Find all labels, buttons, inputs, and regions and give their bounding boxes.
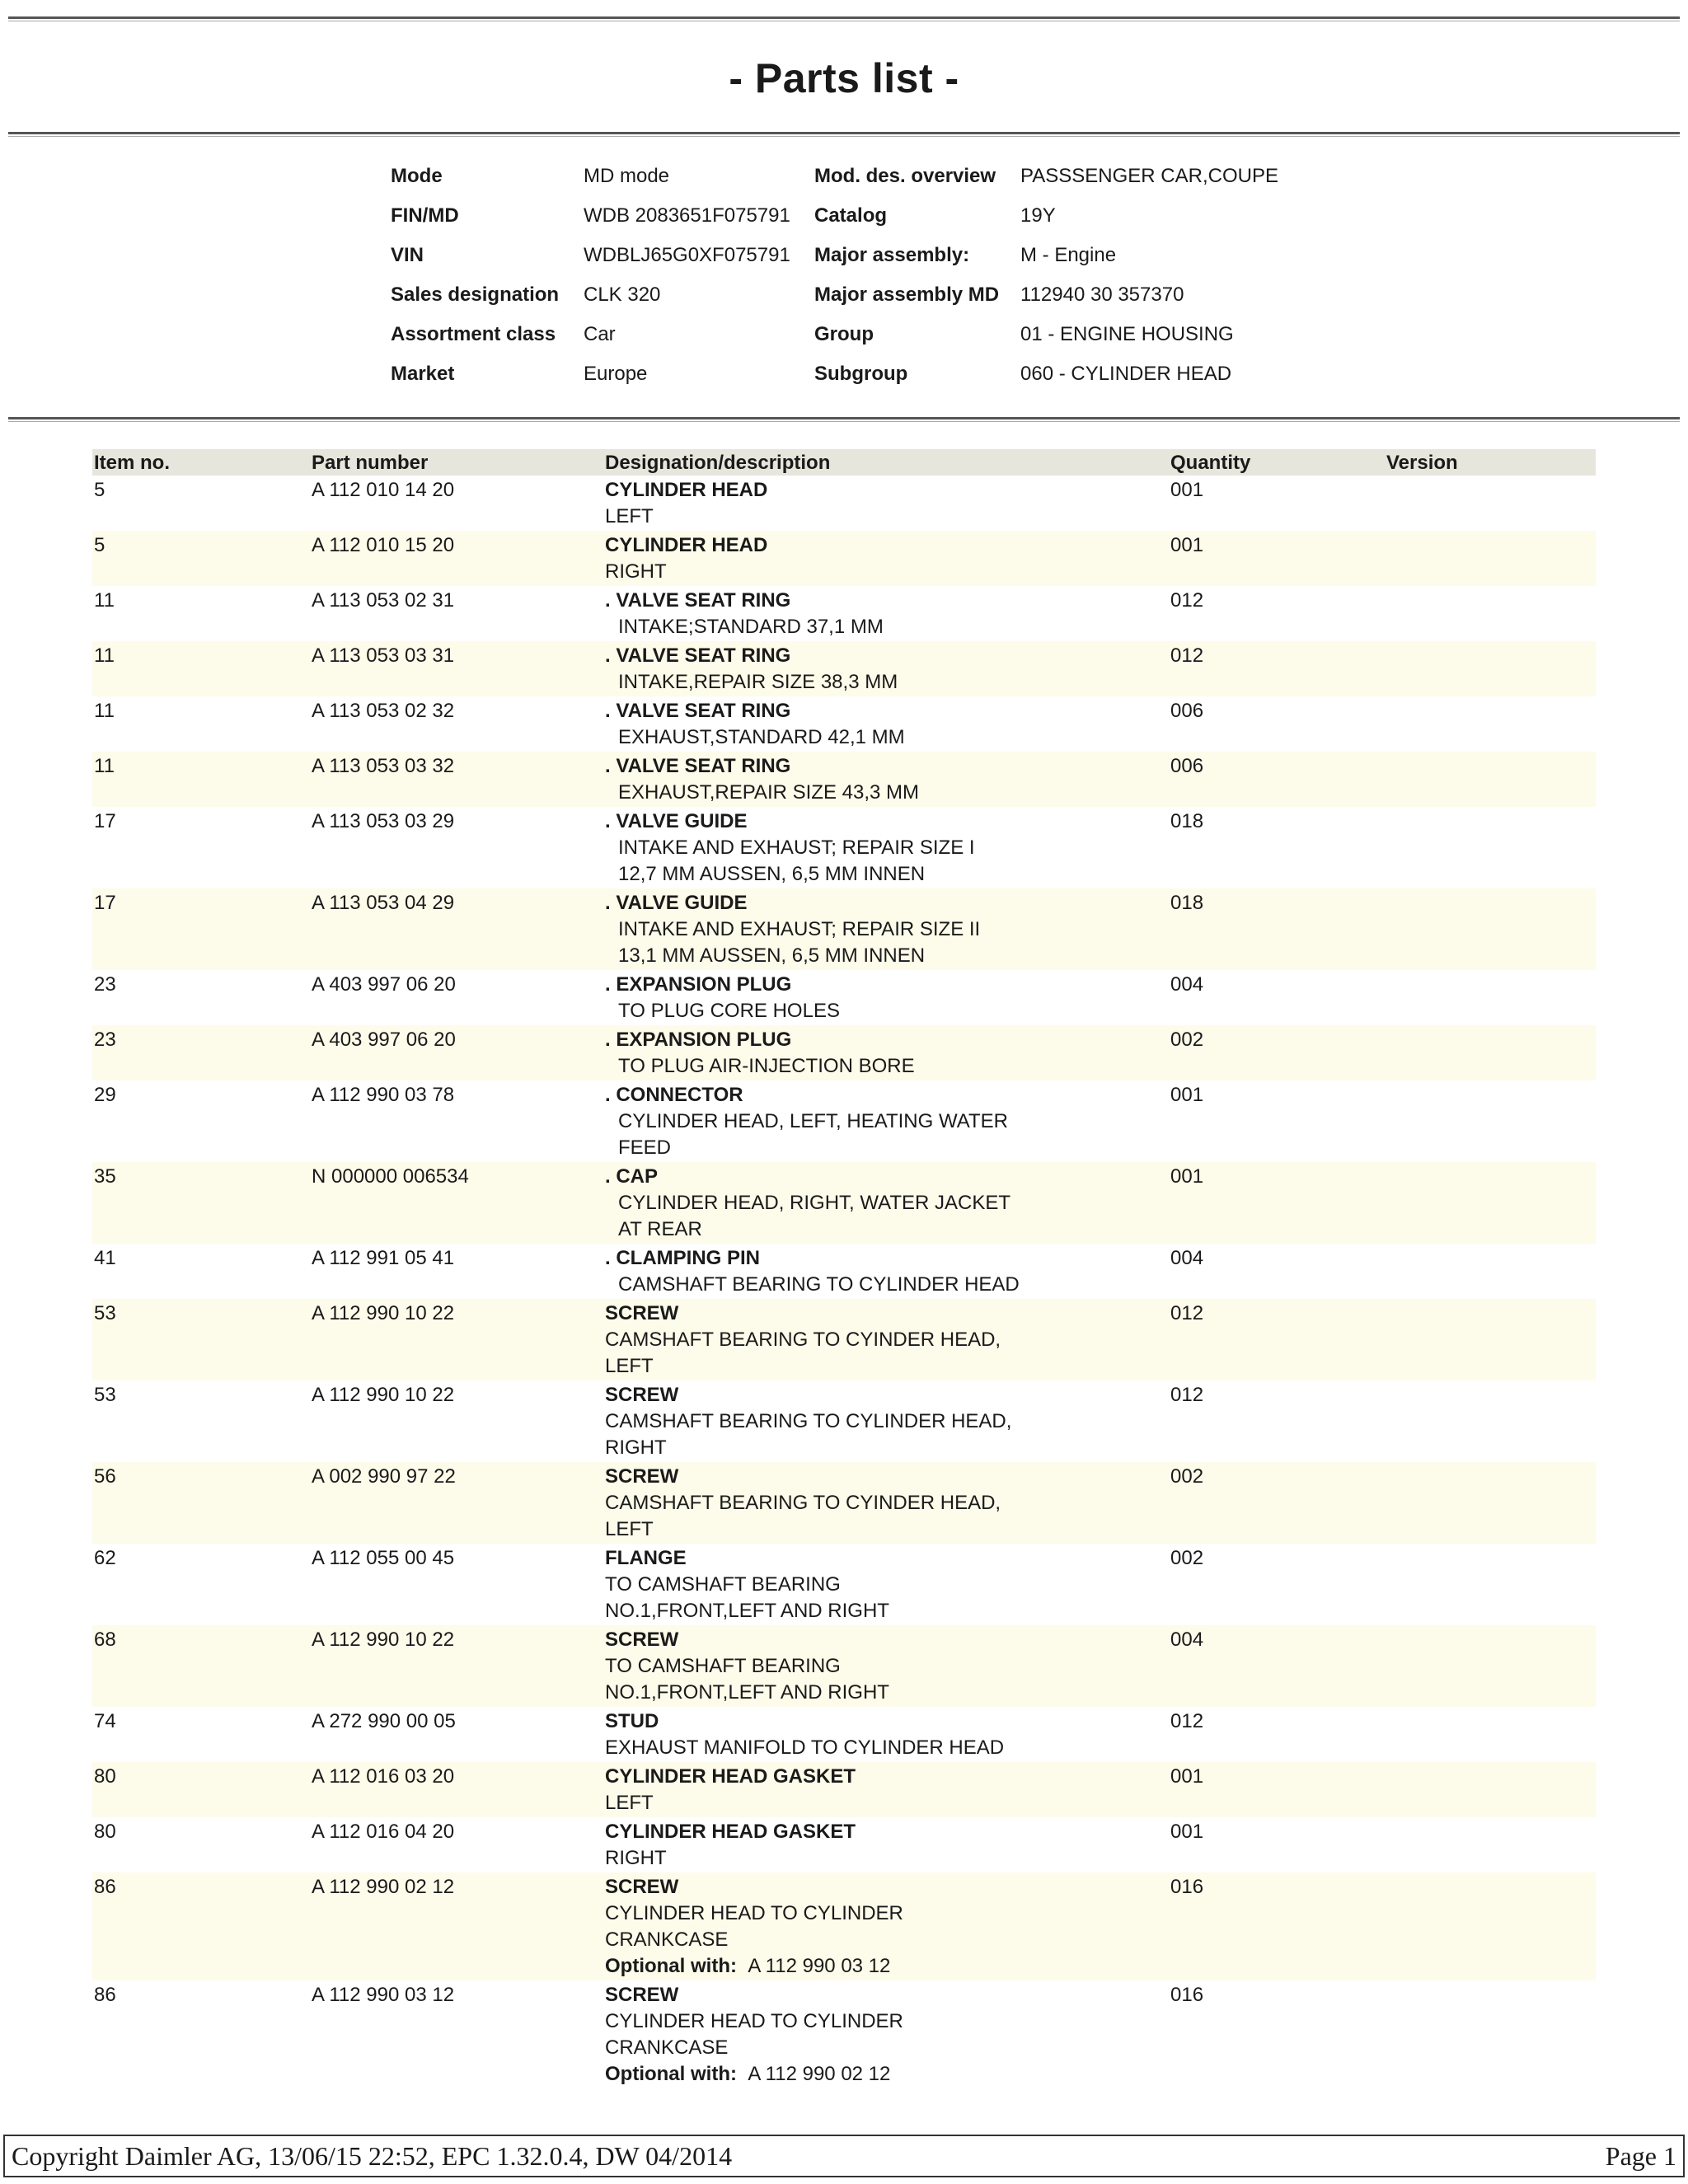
part-number: A 112 990 10 22 — [312, 1629, 455, 1651]
part-description: 12,7 MM AUSSEN, 6,5 MM INNEN — [618, 863, 926, 885]
part-name: SCREW — [605, 1465, 679, 1488]
info-label: Subgroup — [814, 363, 908, 385]
part-description: CYLINDER HEAD TO CYLINDER — [605, 1902, 903, 1924]
item-number: 41 — [94, 1247, 116, 1269]
quantity: 004 — [1170, 973, 1204, 996]
designation-cell — [605, 1708, 1100, 1761]
part-description: RIGHT — [605, 1847, 667, 1869]
quantity: 001 — [1170, 1084, 1204, 1106]
info-value: WDBLJ65G0XF075791 — [584, 244, 790, 266]
quantity: 001 — [1170, 1821, 1204, 1843]
part-description: TO CAMSHAFT BEARING — [605, 1573, 841, 1596]
item-number: 56 — [94, 1465, 116, 1488]
part-description: LEFT — [605, 505, 654, 527]
table-row — [92, 1162, 1596, 1244]
header-version: Version — [1386, 452, 1458, 474]
designation-cell — [605, 477, 1100, 530]
info-value: WDB 2083651F075791 — [584, 204, 790, 227]
info-label: Assortment class — [391, 323, 556, 345]
quantity: 012 — [1170, 1384, 1204, 1406]
part-description: CAMSHAFT BEARING TO CYINDER HEAD, — [605, 1492, 1001, 1514]
header-item-no: Item no. — [94, 452, 171, 474]
info-value: Europe — [584, 363, 648, 385]
part-number: A 002 990 97 22 — [312, 1465, 456, 1488]
part-description: NO.1,FRONT,LEFT AND RIGHT — [605, 1600, 889, 1622]
quantity: 001 — [1170, 1165, 1204, 1188]
item-number: 29 — [94, 1084, 116, 1106]
item-number: 74 — [94, 1710, 116, 1732]
item-number: 17 — [94, 892, 116, 914]
part-number: A 113 053 04 29 — [312, 892, 455, 914]
designation-cell — [605, 588, 1100, 640]
table-row — [92, 1462, 1596, 1544]
designation-cell — [605, 1082, 1100, 1161]
item-number: 86 — [94, 1876, 116, 1898]
part-number: A 112 010 14 20 — [312, 479, 455, 501]
quantity: 001 — [1170, 534, 1204, 556]
info-label: Sales designation — [391, 284, 560, 306]
quantity: 016 — [1170, 1984, 1204, 2006]
designation-cell — [605, 1245, 1100, 1298]
quantity: 002 — [1170, 1465, 1204, 1488]
part-description: LEFT — [605, 1355, 654, 1377]
part-number: A 112 990 03 78 — [312, 1084, 455, 1106]
info-label: FIN/MD — [391, 204, 459, 227]
info-label: Catalog — [814, 204, 888, 227]
designation-cell — [605, 1464, 1100, 1543]
part-name: CYLINDER HEAD GASKET — [605, 1821, 856, 1843]
part-number: A 403 997 06 20 — [312, 1029, 456, 1051]
quantity: 018 — [1170, 810, 1204, 832]
top-rule — [8, 16, 1680, 19]
optional-with — [605, 2061, 1100, 2088]
designation-cell — [605, 643, 1100, 696]
part-description: INTAKE AND EXHAUST; REPAIR SIZE II — [618, 918, 981, 940]
table-row — [92, 476, 1596, 531]
item-number: 11 — [94, 700, 115, 722]
part-description: INTAKE;STANDARD 37,1 MM — [618, 616, 884, 638]
info-label: Group — [814, 323, 874, 345]
part-description: EXHAUST,STANDARD 42,1 MM — [618, 726, 905, 748]
item-number: 80 — [94, 1821, 116, 1843]
part-number: A 112 055 00 45 — [312, 1547, 455, 1569]
designation-cell — [605, 1627, 1100, 1706]
part-description: INTAKE AND EXHAUST; REPAIR SIZE I — [618, 837, 975, 859]
part-description: CAMSHAFT BEARING TO CYINDER HEAD, — [605, 1329, 1001, 1351]
part-name: . VALVE SEAT RING — [605, 700, 791, 722]
part-description: FEED — [618, 1137, 672, 1159]
part-name: . CLAMPING PIN — [605, 1247, 761, 1269]
part-name: SCREW — [605, 1984, 679, 2006]
part-description: 13,1 MM AUSSEN, 6,5 MM INNEN — [618, 944, 926, 967]
part-name: . CONNECTOR — [605, 1084, 743, 1106]
info-value: CLK 320 — [584, 284, 661, 306]
item-number: 53 — [94, 1302, 116, 1324]
part-number: A 112 010 15 20 — [312, 534, 455, 556]
table-row — [92, 1707, 1596, 1762]
part-description: EXHAUST,REPAIR SIZE 43,3 MM — [618, 781, 919, 804]
parts-table — [92, 449, 1596, 2088]
part-number: N 000000 006534 — [312, 1165, 469, 1188]
item-number: 23 — [94, 1029, 116, 1051]
designation-cell — [605, 753, 1100, 806]
item-number: 17 — [94, 810, 116, 832]
part-number: A 403 997 06 20 — [312, 973, 456, 996]
designation-cell — [605, 1819, 1100, 1872]
info-value: 060 - CYLINDER HEAD — [1020, 363, 1232, 385]
header-part-number: Part number — [312, 452, 429, 474]
header-rule — [8, 132, 1680, 134]
table-row — [92, 586, 1596, 641]
quantity: 012 — [1170, 644, 1204, 667]
part-description: CAMSHAFT BEARING TO CYLINDER HEAD, — [605, 1410, 1012, 1432]
part-name: . VALVE GUIDE — [605, 892, 748, 914]
quantity: 001 — [1170, 1765, 1204, 1788]
part-description: TO PLUG CORE HOLES — [618, 1000, 840, 1022]
part-description: INTAKE,REPAIR SIZE 38,3 MM — [618, 671, 898, 693]
item-number: 86 — [94, 1984, 116, 2006]
table-row — [92, 1980, 1596, 2088]
designation-cell — [605, 1982, 1100, 2088]
optional-with — [605, 1953, 1100, 1980]
part-number: A 113 053 02 32 — [312, 700, 455, 722]
part-name: SCREW — [605, 1629, 679, 1651]
quantity: 004 — [1170, 1247, 1204, 1269]
part-description: CYLINDER HEAD TO CYLINDER — [605, 2010, 903, 2032]
part-name: SCREW — [605, 1876, 679, 1898]
part-number: A 112 991 05 41 — [312, 1247, 455, 1269]
part-description: CYLINDER HEAD, RIGHT, WATER JACKET — [618, 1192, 1011, 1214]
part-name: . EXPANSION PLUG — [605, 1029, 792, 1051]
item-number: 11 — [94, 644, 115, 667]
part-number: A 112 990 10 22 — [312, 1302, 455, 1324]
info-value: PASSSENGER CAR,COUPE — [1020, 165, 1278, 187]
part-description: RIGHT — [605, 560, 667, 583]
part-name: CYLINDER HEAD GASKET — [605, 1765, 856, 1788]
info-label: VIN — [391, 244, 424, 266]
quantity: 012 — [1170, 1302, 1204, 1324]
table-row — [92, 1872, 1596, 1980]
designation-cell — [605, 1874, 1100, 1980]
item-number: 80 — [94, 1765, 116, 1788]
table-row — [92, 641, 1596, 696]
part-number: A 113 053 03 31 — [312, 644, 455, 667]
optional-label: Optional with: — [605, 1955, 737, 1977]
table-row — [92, 970, 1596, 1025]
optional-part-number: A 112 990 02 12 — [748, 2063, 891, 2085]
optional-label: Optional with: — [605, 2063, 737, 2085]
optional-part-number: A 112 990 03 12 — [748, 1955, 891, 1977]
info-rule-shadow — [8, 421, 1680, 422]
table-row — [92, 1380, 1596, 1462]
part-name: . VALVE GUIDE — [605, 810, 748, 832]
item-number: 62 — [94, 1547, 116, 1569]
info-value: M - Engine — [1020, 244, 1117, 266]
part-description: TO CAMSHAFT BEARING — [605, 1655, 841, 1677]
info-rule — [8, 417, 1680, 419]
quantity: 006 — [1170, 700, 1204, 722]
designation-cell — [605, 698, 1100, 751]
part-description: CAMSHAFT BEARING TO CYLINDER HEAD — [618, 1273, 1020, 1296]
part-name: FLANGE — [605, 1547, 687, 1569]
part-name: SCREW — [605, 1302, 679, 1324]
part-name: . EXPANSION PLUG — [605, 973, 792, 996]
part-description: TO PLUG AIR-INJECTION BORE — [618, 1055, 915, 1077]
table-row — [92, 1299, 1596, 1380]
part-name: . CAP — [605, 1165, 659, 1188]
page-number: Page 1 — [1605, 2141, 1676, 2171]
part-number: A 112 990 10 22 — [312, 1384, 455, 1406]
quantity: 001 — [1170, 479, 1204, 501]
header-designation: Designation/description — [605, 452, 831, 474]
page-footer — [3, 2135, 1685, 2177]
part-number: A 112 990 02 12 — [312, 1876, 455, 1898]
info-label: Mode — [391, 165, 443, 187]
info-value: MD mode — [584, 165, 670, 187]
header-rule-shadow — [8, 136, 1680, 137]
quantity: 016 — [1170, 1876, 1204, 1898]
table-row — [92, 1544, 1596, 1625]
designation-cell — [605, 1027, 1100, 1080]
designation-cell — [605, 1301, 1100, 1380]
quantity: 018 — [1170, 892, 1204, 914]
item-number: 11 — [94, 589, 115, 612]
table-row — [92, 1762, 1596, 1817]
designation-cell — [605, 808, 1100, 888]
part-name: STUD — [605, 1710, 659, 1732]
table-row — [92, 1025, 1596, 1080]
part-description: LEFT — [605, 1792, 654, 1814]
part-number: A 113 053 03 32 — [312, 755, 455, 777]
designation-cell — [605, 1545, 1100, 1624]
info-value: 112940 30 357370 — [1020, 284, 1184, 306]
designation-cell — [605, 532, 1100, 585]
part-description: CYLINDER HEAD, LEFT, HEATING WATER — [618, 1110, 1008, 1132]
quantity: 012 — [1170, 1710, 1204, 1732]
part-number: A 112 016 04 20 — [312, 1821, 455, 1843]
part-name: SCREW — [605, 1384, 679, 1406]
table-row — [92, 1625, 1596, 1707]
table-header — [92, 449, 1596, 476]
quantity: 002 — [1170, 1029, 1204, 1051]
info-value: 01 - ENGINE HOUSING — [1020, 323, 1234, 345]
table-row — [92, 807, 1596, 888]
part-number: A 112 016 03 20 — [312, 1765, 455, 1788]
part-description: AT REAR — [618, 1218, 702, 1240]
part-number: A 113 053 02 31 — [312, 589, 455, 612]
item-number: 11 — [94, 755, 115, 777]
part-name: CYLINDER HEAD — [605, 534, 768, 556]
info-label: Market — [391, 363, 455, 385]
item-number: 5 — [94, 479, 106, 501]
table-row — [92, 1080, 1596, 1162]
part-description: LEFT — [605, 1518, 654, 1540]
part-name: CYLINDER HEAD — [605, 479, 768, 501]
part-number: A 272 990 00 05 — [312, 1710, 456, 1732]
designation-cell — [605, 972, 1100, 1024]
table-row — [92, 888, 1596, 970]
page-title: - Parts list - — [729, 55, 959, 101]
part-description: NO.1,FRONT,LEFT AND RIGHT — [605, 1681, 889, 1704]
info-label: Mod. des. overview — [814, 165, 996, 187]
item-number: 53 — [94, 1384, 116, 1406]
part-description: RIGHT — [605, 1436, 667, 1459]
table-row — [92, 752, 1596, 807]
quantity: 012 — [1170, 589, 1204, 612]
item-number: 23 — [94, 973, 116, 996]
info-label: Major assembly: — [814, 244, 970, 266]
designation-cell — [605, 1164, 1100, 1243]
part-name: . VALVE SEAT RING — [605, 644, 791, 667]
item-number: 68 — [94, 1629, 116, 1651]
part-description: CRANKCASE — [605, 2036, 729, 2059]
item-number: 35 — [94, 1165, 116, 1188]
table-body — [92, 476, 1596, 2088]
designation-cell — [605, 1382, 1100, 1461]
quantity: 004 — [1170, 1629, 1204, 1651]
part-description: CRANKCASE — [605, 1929, 729, 1951]
item-number: 5 — [94, 534, 106, 556]
designation-cell — [605, 890, 1100, 969]
table-row — [92, 1817, 1596, 1872]
designation-cell — [605, 1764, 1100, 1816]
part-name: . VALVE SEAT RING — [605, 755, 791, 777]
table-row — [92, 696, 1596, 752]
part-description: EXHAUST MANIFOLD TO CYLINDER HEAD — [605, 1736, 1005, 1759]
header-quantity: Quantity — [1170, 452, 1251, 474]
part-name: . VALVE SEAT RING — [605, 589, 791, 612]
quantity: 002 — [1170, 1547, 1204, 1569]
info-value: Car — [584, 323, 616, 345]
part-number: A 112 990 03 12 — [312, 1984, 455, 2006]
part-number: A 113 053 03 29 — [312, 810, 455, 832]
table-row — [92, 1244, 1596, 1299]
quantity: 006 — [1170, 755, 1204, 777]
info-value: 19Y — [1020, 204, 1056, 227]
copyright-text: Copyright Daimler AG, 13/06/15 22:52, EPC 1.32.0.4, DW 04/2014 — [12, 2141, 733, 2171]
info-label: Major assembly MD — [814, 284, 1000, 306]
table-row — [92, 531, 1596, 586]
